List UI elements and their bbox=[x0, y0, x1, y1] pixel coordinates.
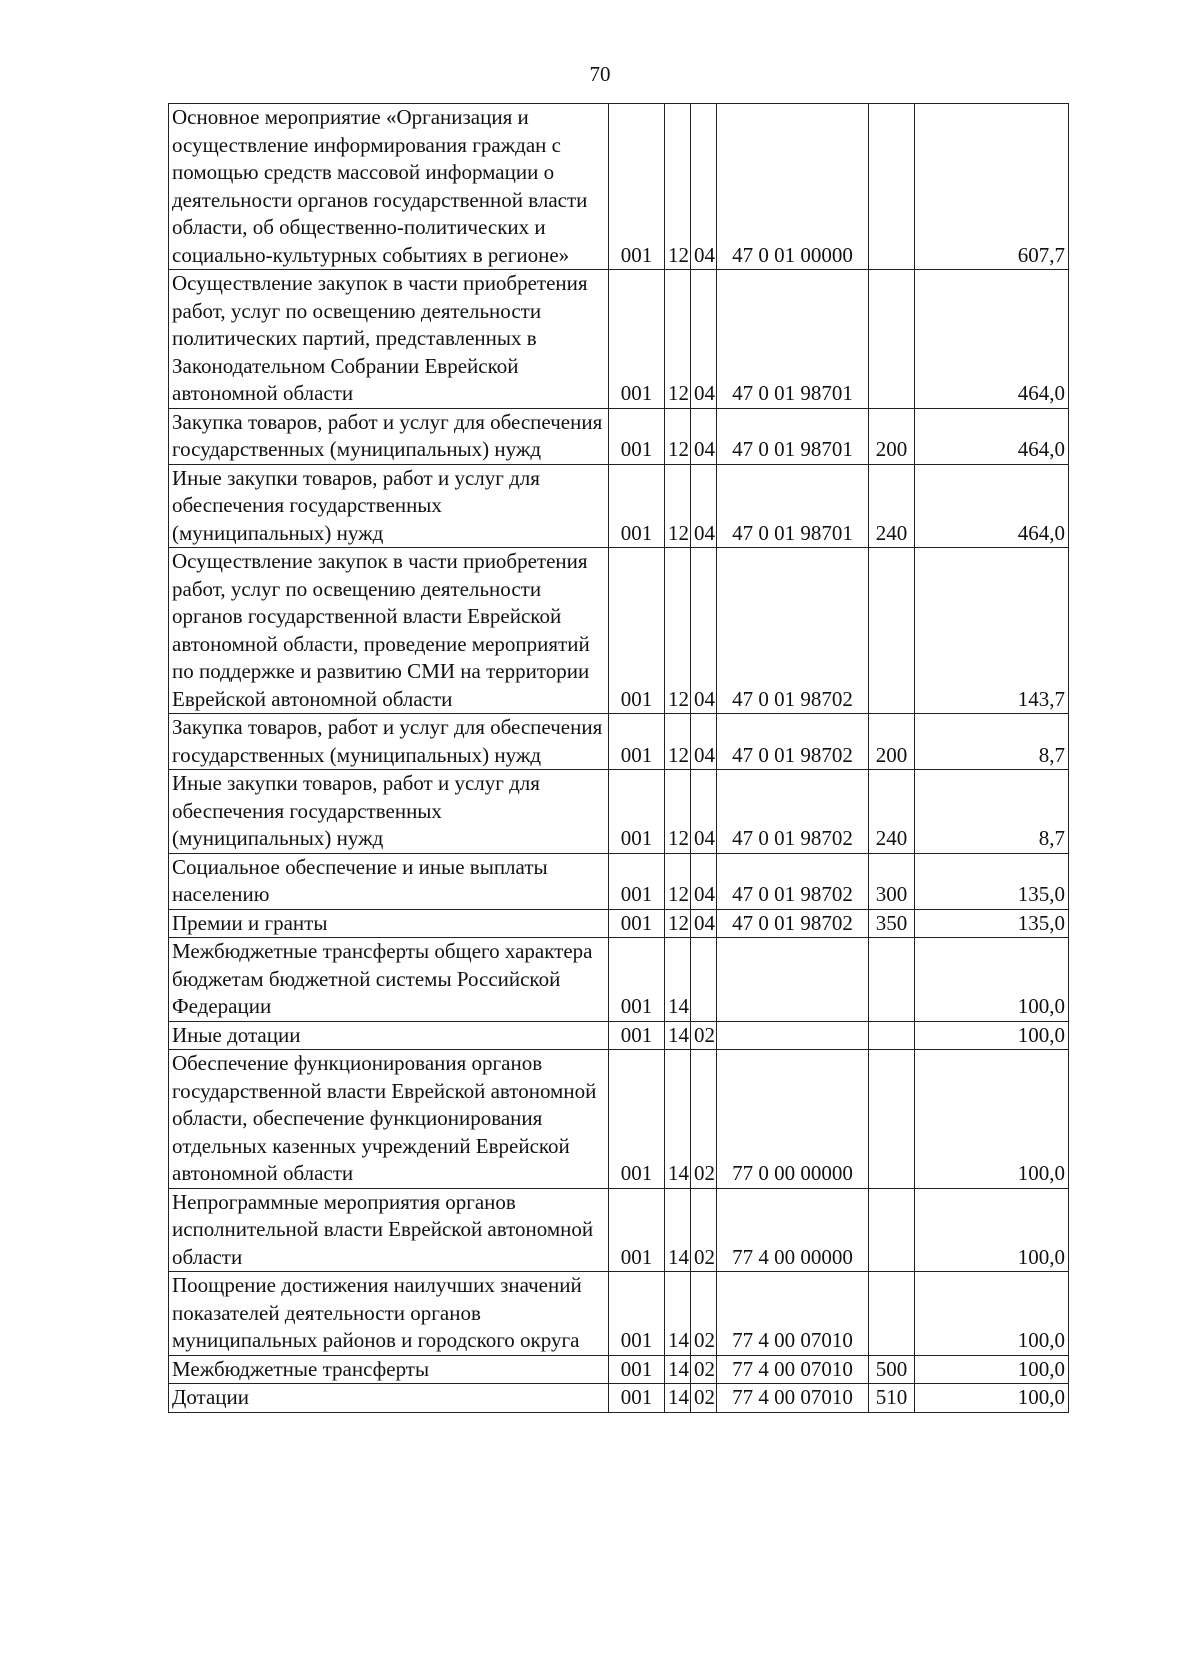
row-name: Иные закупки товаров, работ и услуг для обеспечения государственных (муниципальных) нужд bbox=[169, 464, 609, 548]
amount: 100,0 bbox=[915, 1355, 1069, 1384]
table-row bbox=[169, 770, 1069, 854]
row-name: Межбюджетные трансферты bbox=[169, 1355, 609, 1384]
section-code: 12 bbox=[665, 548, 691, 714]
table-row bbox=[169, 548, 1069, 714]
target-article-code: 47 0 01 98701 bbox=[717, 408, 869, 464]
section-code: 14 bbox=[665, 1188, 691, 1272]
amount: 8,7 bbox=[915, 770, 1069, 854]
ministry-code: 001 bbox=[609, 853, 665, 909]
section-code: 12 bbox=[665, 853, 691, 909]
ministry-code: 001 bbox=[609, 714, 665, 770]
section-code: 14 bbox=[665, 1384, 691, 1413]
target-article-code: 47 0 01 98702 bbox=[717, 853, 869, 909]
row-name: Поощрение достижения наилучших значений показателей деятельности органов муниципальных районов и городского округа bbox=[169, 1272, 609, 1356]
table-row bbox=[169, 714, 1069, 770]
row-name: Социальное обеспечение и иные выплаты населению bbox=[169, 853, 609, 909]
amount: 143,7 bbox=[915, 548, 1069, 714]
row-name: Закупка товаров, работ и услуг для обеспечения государственных (муниципальных) нужд bbox=[169, 714, 609, 770]
expense-type-code bbox=[869, 104, 915, 270]
expense-type-code: 200 bbox=[869, 714, 915, 770]
row-name: Премии и гранты bbox=[169, 909, 609, 938]
expense-type-code bbox=[869, 1050, 915, 1189]
target-article-code: 77 4 00 07010 bbox=[717, 1355, 869, 1384]
ministry-code: 001 bbox=[609, 909, 665, 938]
amount: 464,0 bbox=[915, 464, 1069, 548]
subsection-code: 02 bbox=[691, 1188, 717, 1272]
expense-type-code: 510 bbox=[869, 1384, 915, 1413]
expense-type-code: 240 bbox=[869, 770, 915, 854]
section-code: 12 bbox=[665, 408, 691, 464]
target-article-code bbox=[717, 1021, 869, 1050]
expense-type-code: 240 bbox=[869, 464, 915, 548]
amount: 100,0 bbox=[915, 1384, 1069, 1413]
section-code: 14 bbox=[665, 1355, 691, 1384]
subsection-code: 04 bbox=[691, 548, 717, 714]
amount: 135,0 bbox=[915, 853, 1069, 909]
subsection-code: 02 bbox=[691, 1021, 717, 1050]
section-code: 12 bbox=[665, 909, 691, 938]
row-name: Осуществление закупок в части приобретения работ, услуг по освещению деятельности политических партий, представленных в Законодательном Собрании Еврейской автономной области bbox=[169, 270, 609, 409]
subsection-code: 02 bbox=[691, 1272, 717, 1356]
row-name: Дотации bbox=[169, 1384, 609, 1413]
amount: 100,0 bbox=[915, 1021, 1069, 1050]
table-row bbox=[169, 104, 1069, 270]
expense-type-code bbox=[869, 1272, 915, 1356]
row-name: Основное мероприятие «Организация и осуществление информирования граждан с помощью средств массовой информации о деятельности органов государственной власти области, об общественно-политических и социально-культурных событиях в регионе» bbox=[169, 104, 609, 270]
target-article-code: 77 4 00 00000 bbox=[717, 1188, 869, 1272]
ministry-code: 001 bbox=[609, 408, 665, 464]
subsection-code: 04 bbox=[691, 770, 717, 854]
row-name: Межбюджетные трансферты общего характера бюджетам бюджетной системы Российской Федерации bbox=[169, 938, 609, 1022]
section-code: 12 bbox=[665, 464, 691, 548]
expense-type-code bbox=[869, 1188, 915, 1272]
table-row bbox=[169, 1188, 1069, 1272]
budget-table bbox=[168, 103, 1069, 1413]
row-name: Закупка товаров, работ и услуг для обеспечения государственных (муниципальных) нужд bbox=[169, 408, 609, 464]
budget-table-body bbox=[169, 104, 1069, 1413]
table-row bbox=[169, 270, 1069, 409]
expense-type-code bbox=[869, 938, 915, 1022]
section-code: 14 bbox=[665, 1021, 691, 1050]
ministry-code: 001 bbox=[609, 1050, 665, 1189]
table-row bbox=[169, 1355, 1069, 1384]
target-article-code: 77 4 00 07010 bbox=[717, 1272, 869, 1356]
subsection-code: 02 bbox=[691, 1384, 717, 1413]
table-row bbox=[169, 1021, 1069, 1050]
row-name: Иные закупки товаров, работ и услуг для обеспечения государственных (муниципальных) нужд bbox=[169, 770, 609, 854]
expense-type-code: 200 bbox=[869, 408, 915, 464]
table-row bbox=[169, 853, 1069, 909]
page-number: 70 bbox=[589, 62, 611, 86]
section-code: 12 bbox=[665, 270, 691, 409]
row-name: Обеспечение функционирования органов государственной власти Еврейской автономной области, обеспечение функционирования отдельных казенных учреждений Еврейской автономной области bbox=[169, 1050, 609, 1189]
ministry-code: 001 bbox=[609, 464, 665, 548]
target-article-code bbox=[717, 938, 869, 1022]
table-row bbox=[169, 408, 1069, 464]
target-article-code: 47 0 01 98701 bbox=[717, 270, 869, 409]
table-row bbox=[169, 464, 1069, 548]
ministry-code: 001 bbox=[609, 1272, 665, 1356]
section-code: 14 bbox=[665, 938, 691, 1022]
target-article-code: 47 0 01 00000 bbox=[717, 104, 869, 270]
target-article-code: 47 0 01 98702 bbox=[717, 909, 869, 938]
subsection-code: 04 bbox=[691, 464, 717, 548]
target-article-code: 77 0 00 00000 bbox=[717, 1050, 869, 1189]
subsection-code: 04 bbox=[691, 104, 717, 270]
target-article-code: 47 0 01 98702 bbox=[717, 770, 869, 854]
section-code: 12 bbox=[665, 714, 691, 770]
table-row bbox=[169, 938, 1069, 1022]
section-code: 14 bbox=[665, 1272, 691, 1356]
subsection-code bbox=[691, 938, 717, 1022]
subsection-code: 04 bbox=[691, 270, 717, 409]
expense-type-code: 350 bbox=[869, 909, 915, 938]
subsection-code: 02 bbox=[691, 1355, 717, 1384]
section-code: 12 bbox=[665, 104, 691, 270]
amount: 100,0 bbox=[915, 1050, 1069, 1189]
subsection-code: 02 bbox=[691, 1050, 717, 1189]
section-code: 12 bbox=[665, 770, 691, 854]
table-row bbox=[169, 909, 1069, 938]
ministry-code: 001 bbox=[609, 938, 665, 1022]
amount: 100,0 bbox=[915, 1272, 1069, 1356]
amount: 135,0 bbox=[915, 909, 1069, 938]
expense-type-code bbox=[869, 548, 915, 714]
expense-type-code bbox=[869, 270, 915, 409]
table-row bbox=[169, 1384, 1069, 1413]
ministry-code: 001 bbox=[609, 270, 665, 409]
section-code: 14 bbox=[665, 1050, 691, 1189]
target-article-code: 77 4 00 07010 bbox=[717, 1384, 869, 1413]
ministry-code: 001 bbox=[609, 548, 665, 714]
target-article-code: 47 0 01 98702 bbox=[717, 548, 869, 714]
expense-type-code: 500 bbox=[869, 1355, 915, 1384]
ministry-code: 001 bbox=[609, 1384, 665, 1413]
ministry-code: 001 bbox=[609, 104, 665, 270]
expense-type-code bbox=[869, 1021, 915, 1050]
ministry-code: 001 bbox=[609, 770, 665, 854]
ministry-code: 001 bbox=[609, 1188, 665, 1272]
expense-type-code: 300 bbox=[869, 853, 915, 909]
target-article-code: 47 0 01 98702 bbox=[717, 714, 869, 770]
subsection-code: 04 bbox=[691, 909, 717, 938]
amount: 8,7 bbox=[915, 714, 1069, 770]
amount: 100,0 bbox=[915, 1188, 1069, 1272]
amount: 464,0 bbox=[915, 408, 1069, 464]
ministry-code: 001 bbox=[609, 1021, 665, 1050]
target-article-code: 47 0 01 98701 bbox=[717, 464, 869, 548]
row-name: Осуществление закупок в части приобретения работ, услуг по освещению деятельности органов государственной власти Еврейской автономной области, проведение мероприятий по поддержке и развитию СМИ на территории Еврейской автономной области bbox=[169, 548, 609, 714]
subsection-code: 04 bbox=[691, 714, 717, 770]
amount: 607,7 bbox=[915, 104, 1069, 270]
subsection-code: 04 bbox=[691, 853, 717, 909]
table-row bbox=[169, 1272, 1069, 1356]
amount: 100,0 bbox=[915, 938, 1069, 1022]
amount: 464,0 bbox=[915, 270, 1069, 409]
subsection-code: 04 bbox=[691, 408, 717, 464]
ministry-code: 001 bbox=[609, 1355, 665, 1384]
table-row bbox=[169, 1050, 1069, 1189]
row-name: Непрограммные мероприятия органов исполнительной власти Еврейской автономной области bbox=[169, 1188, 609, 1272]
row-name: Иные дотации bbox=[169, 1021, 609, 1050]
